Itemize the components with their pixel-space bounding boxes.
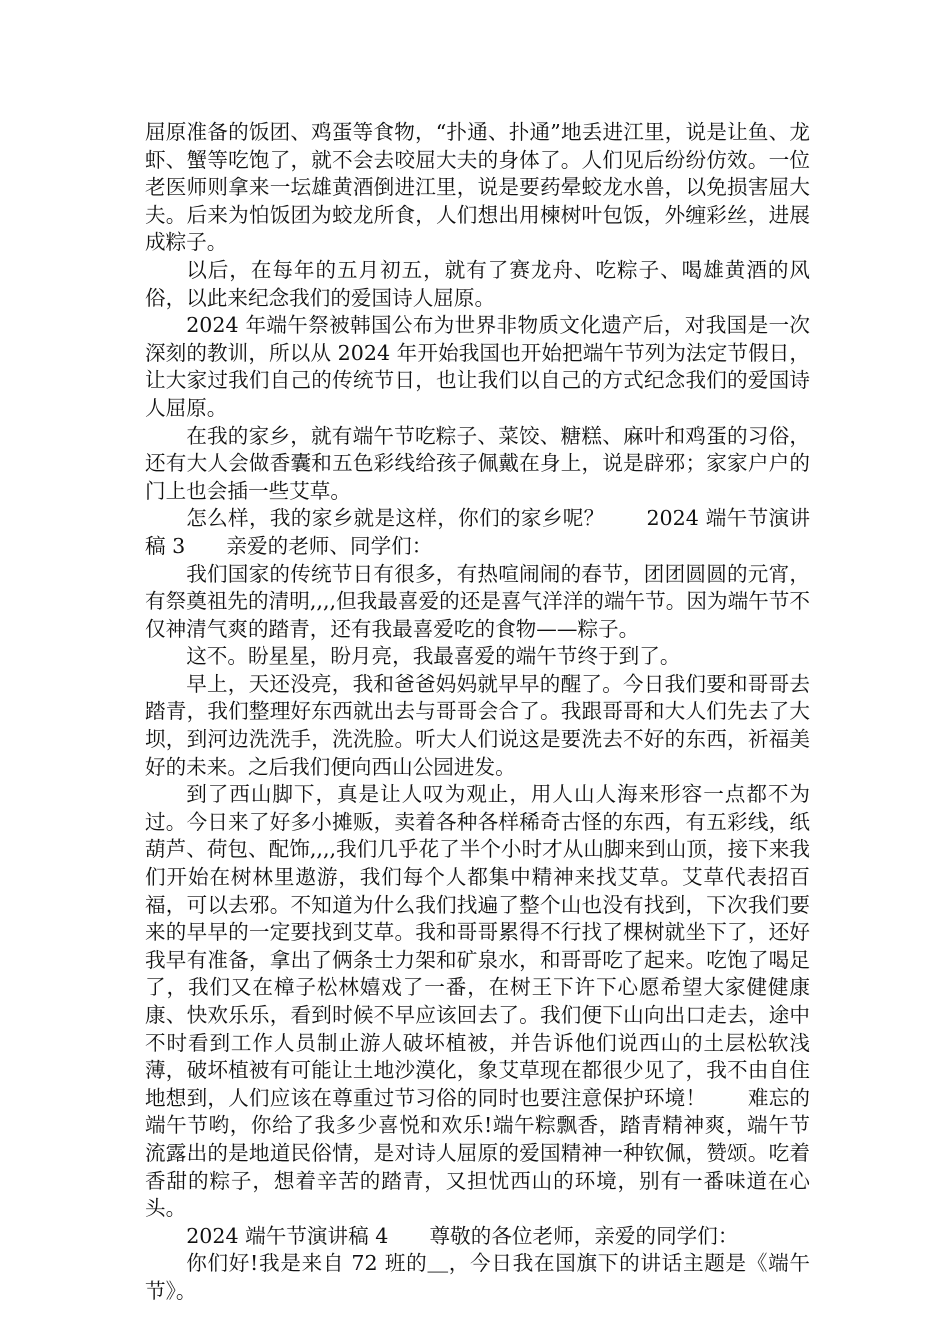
paragraph-2: 以后，在每年的五月初五，就有了赛龙舟、吃粽子、喝雄黄酒的风俗，以此来纪念我们的爱国诗人屈原。: [145, 257, 810, 310]
paragraph-1: 屈原准备的饭团、鸡蛋等食物，“扑通、扑通”地丢进江里，说是让鱼、龙虾、蟹等吃饱了，就不会去咬屈大夫的身体了。人们见后纷纷仿效。一位老医师则拿来一坛雄黄酒倒进江里，说是要药晕蛟龙水兽，以免损害屈大夫。后来为怕饭团为蛟龙所食，人们想出用楝树叶包饭，外缠彩丝，进展成粽子。: [145, 120, 810, 255]
paragraph-4: 在我的家乡，就有端午节吃粽子、菜饺、糖糕、麻叶和鸡蛋的习俗，还有大人会做香囊和五色彩线给孩子佩戴在身上，说是辟邪；家家户户的门上也会插一些艾草。: [145, 423, 810, 503]
paragraph-11: 你们好!我是来自 72 班的＿，今日我在国旗下的讲话主题是《端午节》。: [145, 1251, 810, 1303]
paragraph-9: 到了西山脚下，真是让人叹为观止，用人山人海来形容一点都不为过。今日来了好多小摊贩，卖着各种各样稀奇古怪的东西，有五彩线，纸葫芦、荷包、配饰,,,,我们几乎花了半个小时才从山脚来到山顶，接下来我们开始在树林里遨游，我们每个人都集中精神来找艾草。艾草代表招百福，可以去邪。不知道为什么我们找遍了整个山也没有找到，下次我们要来的早早的一定要找到艾草。我和哥哥累得不行找了棵树就坐下了，还好我早有准备，拿出了俩条士力架和矿泉水，和哥哥吃了起来。吃饱了喝足了，我们又在樟子松林嬉戏了一番，在树王下许下心愿希望大家健健康康、快欢乐乐，看到时候不早应该回去了。我们便下山向出口走去，途中不时看到工作人员制止游人破坏植被，并告诉他们说西山的土层松软浅薄，破坏植被有可能让土地沙漠化，象艾草现在都很少见了，我不由自住地想到，人们应该在尊重过节习俗的同时也要注意保护环境！ 难忘的端午节哟，你给了我多少喜悦和欢乐!端午粽飘香，踏青精神爽，端午节流露出的是地道民俗情，是对诗人屈原的爱国精神一种钦佩，赞颂。吃着香甜的粽子，想着辛苦的踏青，又担忧西山的环境，别有一番味道在心头。: [145, 782, 810, 1221]
paragraph-6: 我们国家的传统节日有很多，有热喧闹闹的春节，团团圆圆的元宵，有祭奠祖先的清明,,,,但我最喜爱的还是喜气洋洋的端午节。因为端午节不仅神清气爽的踏青，还有我最喜爱吃的食物——粽子。: [145, 561, 810, 641]
paragraph-7: 这不。盼星星，盼月亮，我最喜爱的端午节终于到了。: [186, 644, 681, 669]
paragraph-3: 2024 年端午祭被韩国公布为世界非物质文化遗产后，对我国是一次深刻的教训，所以从 2024 年开始我国也开始把端午节列为法定节假日，让大家过我们自己的传统节日，也让我们以自己的方式纪念我们的爱国诗人屈原。: [145, 313, 810, 420]
paragraph-10: 2024 端午节演讲稿 4 尊敬的各位老师，亲爱的同学们：: [186, 1223, 739, 1248]
paragraph-8: 早上，天还没亮，我和爸爸妈妈就早早的醒了。今日我们要和哥哥去踏青，我们整理好东西就出去与哥哥会合了。我跟哥哥和大人们先去了大坝，到河边洗洗手，洗洗脸。听大人们说这是要洗去不好的东西，祈福美好的未来。之后我们便向西山公园进发。: [145, 671, 810, 779]
paragraph-5: 怎么样，我的家乡就是这样，你们的家乡呢？ 2024 端午节演讲稿 3 亲爱的老师、同学们：: [145, 506, 810, 558]
document-body: [145, 119, 810, 1306]
